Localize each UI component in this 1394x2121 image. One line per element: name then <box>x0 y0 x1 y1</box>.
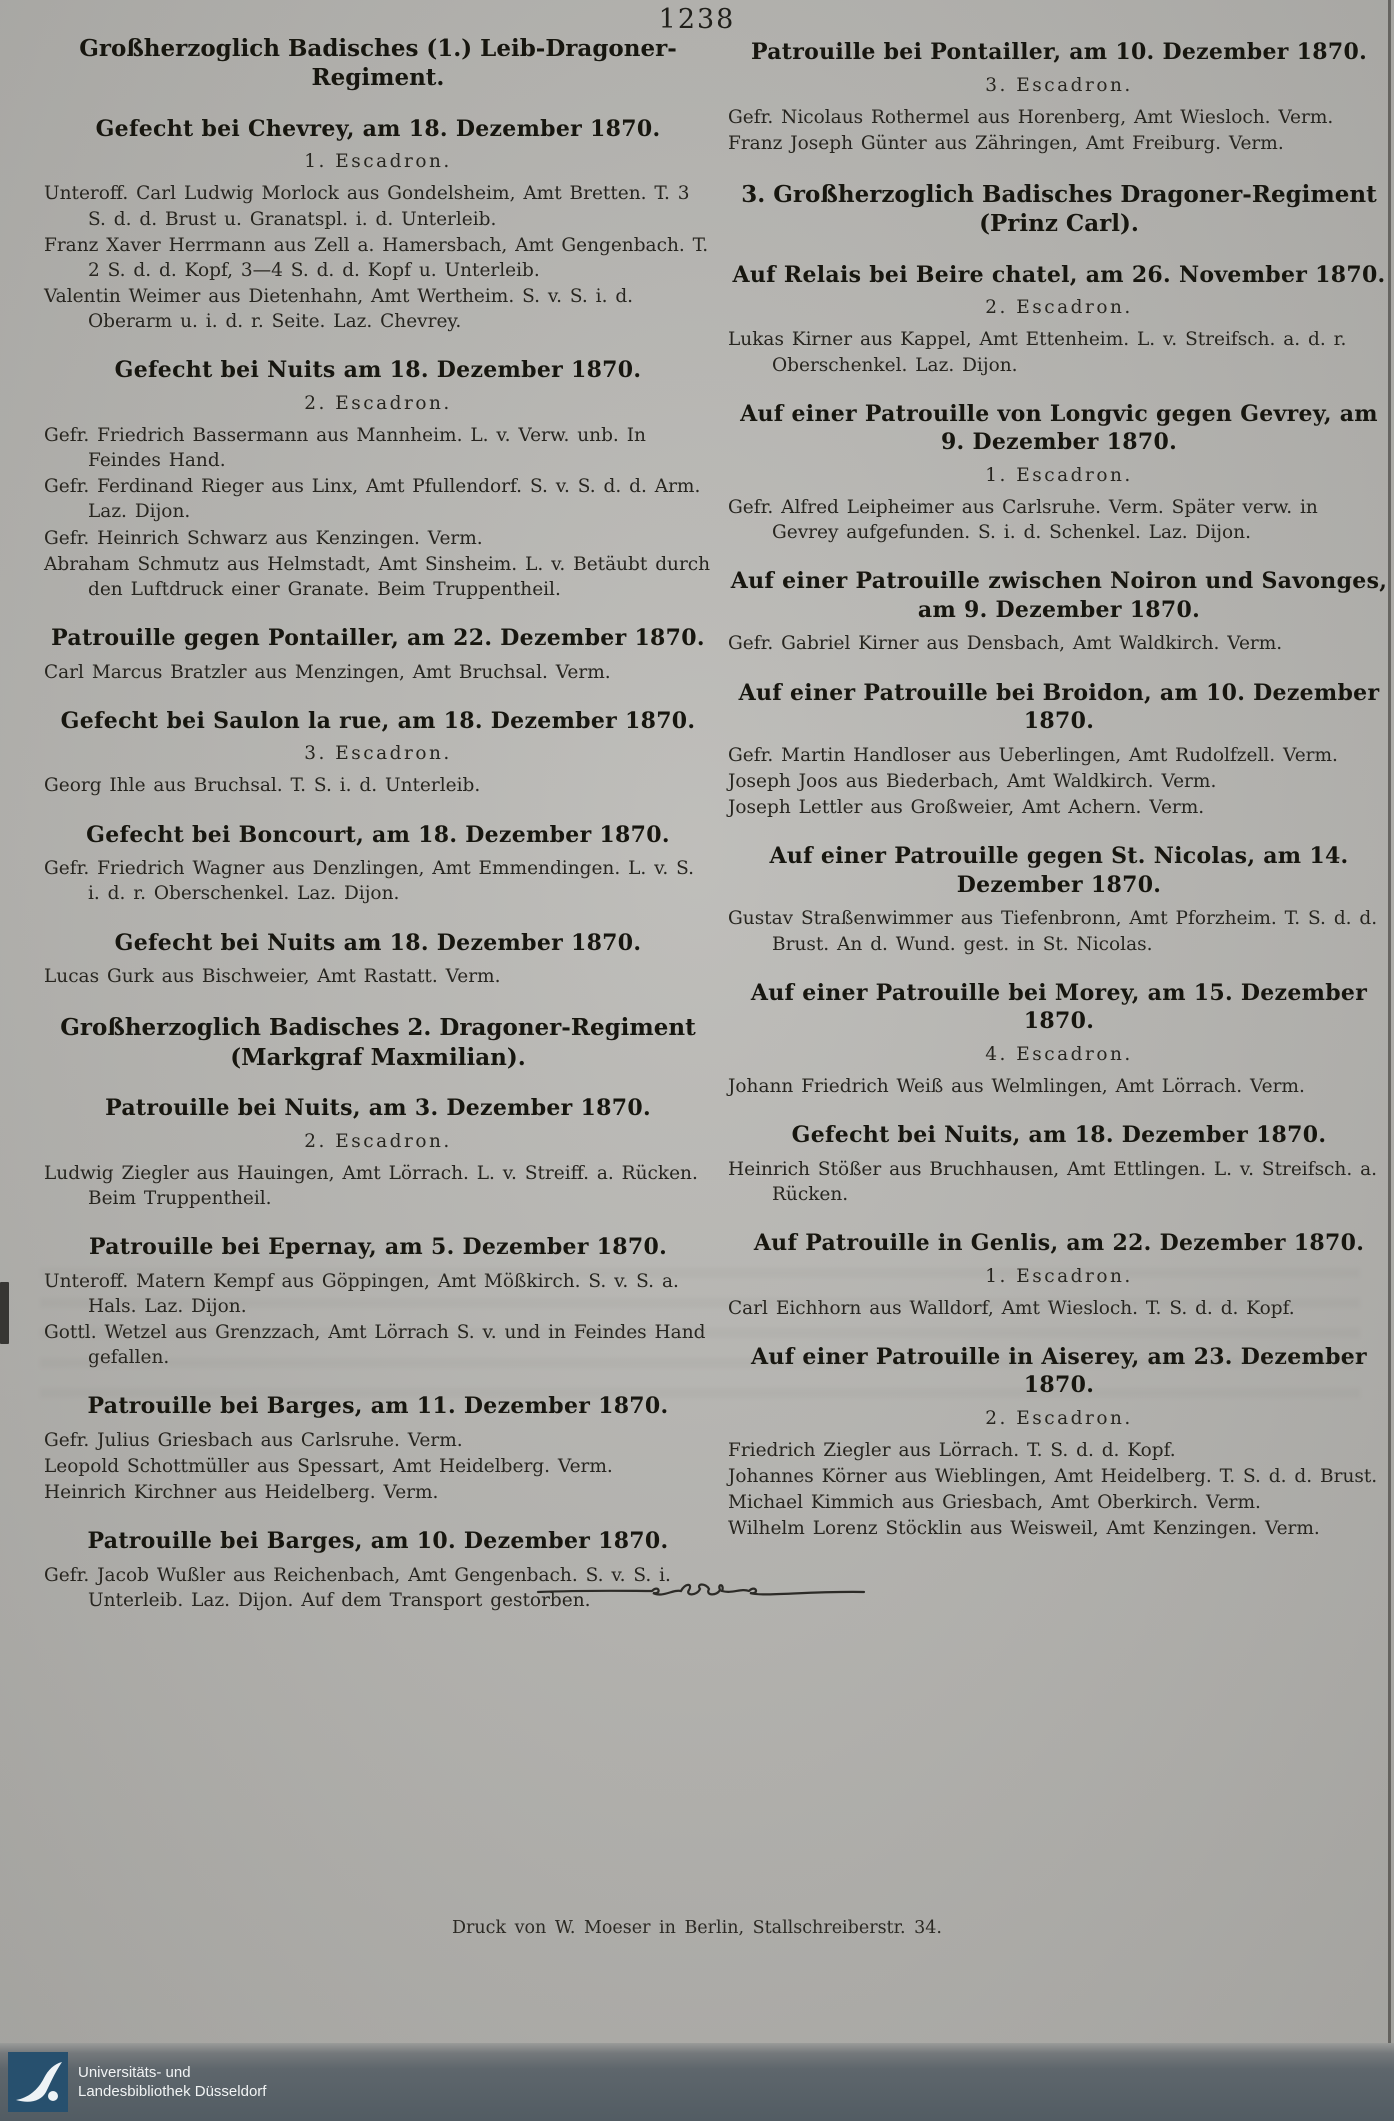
page-number: 1238 <box>658 4 736 35</box>
library-stamp-line2: Landesbibliothek Düsseldorf <box>78 2083 267 2100</box>
casualty-entry: Carl Marcus Bratzler aus Menzingen, Amt Bruchsal. Verm. <box>44 661 611 683</box>
engagement-heading: Auf einer Patrouille bei Broidon, am 10. Dezember 1870. <box>738 679 1380 735</box>
library-stamp-line1: Universitäts- und <box>78 2064 191 2081</box>
ulb-duesseldorf-logo-icon <box>8 2052 68 2112</box>
casualty-entry: Gustav Straßenwimmer aus Tiefenbronn, Amt Pforzheim. T. S. d. d. Brust. An d. Wund. gest. in St. Nicolas. <box>728 908 1378 955</box>
engagement-heading: Patrouille bei Barges, am 10. Dezember 1870. <box>87 1528 669 1555</box>
right-column <box>728 38 1390 1543</box>
casualty-entry: Franz Joseph Günter aus Zähringen, Amt Freiburg. Verm. <box>728 132 1284 154</box>
engagement-heading: Gefecht bei Nuits am 18. Dezember 1870. <box>114 357 642 384</box>
squadron-heading: 1. Escadron. <box>304 151 452 173</box>
casualty-entry: Leopold Schottmüller aus Spessart, Amt Heidelberg. Verm. <box>44 1456 613 1477</box>
casualty-entry: Gefr. Julius Griesbach aus Carlsruhe. Verm. <box>44 1429 463 1451</box>
squadron-heading: 2. Escadron. <box>985 1407 1133 1429</box>
casualty-entry: Unteroff. Carl Ludwig Morlock aus Gondelsheim, Amt Bretten. T. 3 S. d. d. Brust u. Granatspl. i. d. Unterleib. <box>44 183 690 230</box>
casualty-entry: Michael Kimmich aus Griesbach, Amt Oberkirch. Verm. <box>728 1492 1261 1514</box>
casualty-entry: Gefr. Heinrich Schwarz aus Kenzingen. Verm. <box>44 527 483 549</box>
engagement-heading: Auf einer Patrouille gegen St. Nicolas, am 14. Dezember 1870. <box>769 843 1349 898</box>
casualty-entry: Carl Eichhorn aus Walldorf, Amt Wiesloch. T. S. d. d. Kopf. <box>728 1297 1295 1319</box>
engagement-heading: Auf einer Patrouille zwischen Noiron und Savonges, am 9. Dezember 1870. <box>730 568 1388 623</box>
casualty-entry: Georg Ihle aus Bruchsal. T. S. i. d. Unterleib. <box>44 775 481 797</box>
left-column <box>44 34 712 1614</box>
engagement-heading: Auf einer Patrouille bei Morey, am 15. Dezember 1870. <box>750 979 1368 1035</box>
engagement-heading: Auf Relais bei Beire chatel, am 26. November 1870. <box>732 261 1386 288</box>
casualty-entry: Joseph Lettler aus Großweier, Amt Achern. Verm. <box>728 797 1205 819</box>
casualty-entry: Gefr. Jacob Wußler aus Reichenbach, Amt Gengenbach. S. v. S. i. Unterleib. Laz. Dijon. Auf dem Transport gestorben. <box>44 1564 671 1612</box>
library-stamp-text <box>78 2063 266 2101</box>
regiment-heading: 3. Großherzoglich Badisches Dragoner-Regiment (Prinz Carl). <box>741 180 1377 238</box>
squadron-heading: 2. Escadron. <box>304 1130 452 1152</box>
squadron-heading: 2. Escadron. <box>304 393 452 414</box>
squadron-heading: 3. Escadron. <box>985 74 1133 96</box>
casualty-entry: Gefr. Ferdinand Rieger aus Linx, Amt Pfullendorf. S. v. S. d. d. Arm. Laz. Dijon. <box>44 476 701 523</box>
casualty-entry: Gefr. Gabriel Kirner aus Densbach, Amt Waldkirch. Verm. <box>728 633 1283 655</box>
casualty-entry: Ludwig Ziegler aus Hauingen, Amt Lörrach. L. v. Streiff. a. Rücken. Beim Truppentheil. <box>44 1162 698 1209</box>
engagement-heading: Patrouille bei Pontailler, am 10. Dezember 1870. <box>750 39 1368 65</box>
engagement-heading: Patrouille bei Nuits, am 3. Dezember 1870. <box>105 1095 651 1122</box>
casualty-entry: Friedrich Ziegler aus Lörrach. T. S. d. d. Kopf. <box>728 1439 1176 1461</box>
casualty-entry: Johannes Körner aus Wieblingen, Amt Heidelberg. T. S. d. d. Brust. <box>728 1466 1378 1488</box>
casualty-entry: Abraham Schmutz aus Helmstadt, Amt Sinsheim. L. v. Betäubt durch den Luftdruck einer Granate. Beim Truppentheil. <box>44 553 711 600</box>
casualty-entry: Lukas Kirner aus Kappel, Amt Ettenheim. L. v. Streifsch. a. d. r. Oberschenkel. Laz. Dijon. <box>728 329 1347 376</box>
regiment-heading: Großherzoglich Badisches (1.) Leib-Dragoner-Regiment. <box>79 35 677 92</box>
engagement-heading: Auf einer Patrouille in Aiserey, am 23. Dezember 1870. <box>751 1343 1367 1399</box>
engagement-heading: Patrouille gegen Pontailler, am 22. Dezember 1870. <box>51 625 705 652</box>
printer-imprint: Druck von W. Moeser in Berlin, Stallschreiberstr. 34. <box>452 1918 942 1938</box>
engagement-heading: Patrouille bei Epernay, am 5. Dezember 1870. <box>88 1234 668 1261</box>
casualty-entry: Gefr. Martin Handloser aus Ueberlingen, Amt Rudolfzell. Verm. <box>728 744 1338 766</box>
casualty-entry: Gefr. Nicolaus Rothermel aus Horenberg, Amt Wiesloch. Verm. <box>728 106 1334 128</box>
engagement-heading: Auf Patrouille in Genlis, am 22. Dezember 1870. <box>753 1229 1365 1256</box>
casualty-entry: Gefr. Alfred Leipheimer aus Carlsruhe. Verm. Später verw. in Gevrey aufgefunden. S. i. d. Schenkel. Laz. Dijon. <box>728 496 1318 544</box>
casualty-entry: Heinrich Kirchner aus Heidelberg. Verm. <box>44 1482 439 1504</box>
flourish-divider-icon <box>536 1576 866 1606</box>
casualty-entry: Joseph Joos aus Biederbach, Amt Waldkirch. Verm. <box>728 770 1217 792</box>
engagement-heading: Gefecht bei Boncourt, am 18. Dezember 1870. <box>86 821 670 848</box>
casualty-entry: Gottl. Wetzel aus Grenzzach, Amt Lörrach S. v. und in Feindes Hand gefallen. <box>44 1321 706 1369</box>
squadron-heading: 1. Escadron. <box>985 464 1133 486</box>
squadron-heading: 1. Escadron. <box>985 1265 1133 1287</box>
library-stamp <box>8 2050 266 2114</box>
squadron-heading: 2. Escadron. <box>985 297 1133 319</box>
casualty-entry: Unteroff. Matern Kempf aus Göppingen, Amt Mößkirch. S. v. S. a. Hals. Laz. Dijon. <box>44 1270 679 1317</box>
regiment-heading: Großherzoglich Badisches 2. Dragoner-Regiment (Markgraf Maxmilian). <box>60 1014 696 1071</box>
engagement-heading: Gefecht bei Nuits, am 18. Dezember 1870. <box>791 1122 1327 1149</box>
casualty-entry: Gefr. Friedrich Bassermann aus Mannheim. L. v. Verw. unb. In Feindes Hand. <box>44 425 646 472</box>
squadron-heading: 4. Escadron. <box>985 1043 1133 1065</box>
squadron-heading: 3. Escadron. <box>304 743 452 765</box>
casualty-entry: Valentin Weimer aus Dietenhahn, Amt Wertheim. S. v. S. i. d. Oberarm u. i. d. r. Seite. Laz. Chevrey. <box>44 286 634 333</box>
scan-edge-artifact <box>0 1282 9 1344</box>
casualty-entry: Lucas Gurk aus Bischweier, Amt Rastatt. Verm. <box>44 966 501 988</box>
engagement-heading: Gefecht bei Nuits am 18. Dezember 1870. <box>114 929 642 956</box>
page-edge-shadow <box>1388 0 1391 2046</box>
casualty-entry: Gefr. Friedrich Wagner aus Denzlingen, Amt Emmendingen. L. v. S. i. d. r. Oberschenkel. Laz. Dijon. <box>44 858 695 905</box>
engagement-heading: Gefecht bei Chevrey, am 18. Dezember 1870. <box>95 115 661 142</box>
engagement-heading: Patrouille bei Barges, am 11. Dezember 1870. <box>87 1393 669 1420</box>
engagement-heading: Gefecht bei Saulon la rue, am 18. Dezember 1870. <box>60 707 696 734</box>
casualty-entry: Franz Xaver Herrmann aus Zell a. Hamersbach, Amt Gengenbach. T. 2 S. d. d. Kopf, 3—4 S. d. d. Kopf u. Unterleib. <box>44 234 709 281</box>
casualty-entry: Johann Friedrich Weiß aus Welmlingen, Amt Lörrach. Verm. <box>728 1075 1305 1097</box>
casualty-entry: Wilhelm Lorenz Stöcklin aus Weisweil, Amt Kenzingen. Verm. <box>728 1518 1320 1540</box>
engagement-heading: Auf einer Patrouille von Longvic gegen Gevrey, am 9. Dezember 1870. <box>740 400 1378 456</box>
casualty-entry: Heinrich Stößer aus Bruchhausen, Amt Ettlingen. L. v. Streifsch. a. Rücken. <box>728 1158 1378 1205</box>
